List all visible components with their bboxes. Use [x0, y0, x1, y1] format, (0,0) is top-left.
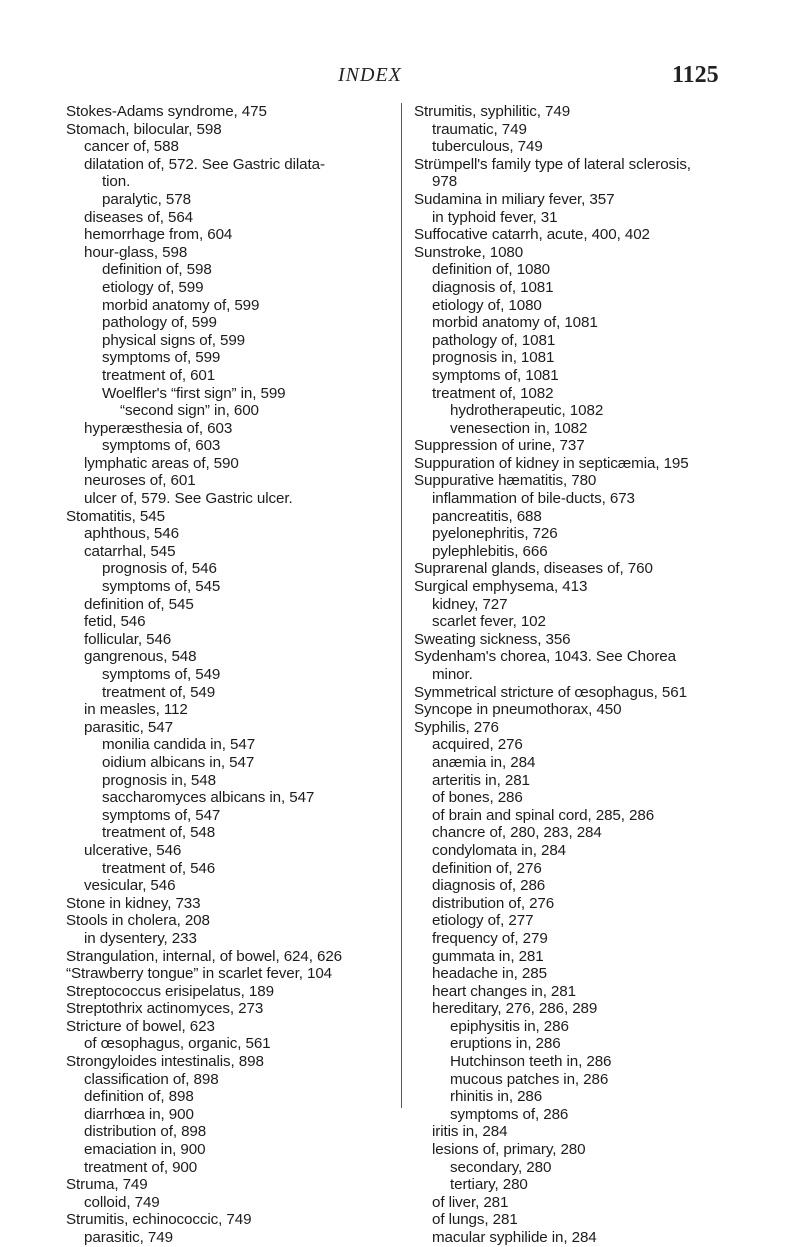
index-entry: Streptothrix actinomyces, 273: [66, 1000, 264, 1018]
index-entry: Suprarenal glands, diseases of, 760: [414, 560, 653, 578]
index-subentry: parasitic, 547: [84, 718, 173, 736]
index-subentry: secondary, 280: [450, 1158, 552, 1176]
index-subentry: macular syphilide in, 284: [432, 1229, 597, 1246]
index-entry: Stone in kidney, 733: [66, 894, 201, 912]
index-subentry: cancer of, 588: [84, 138, 179, 156]
index-column-right: [414, 103, 754, 1247]
index-subentry: etiology of, 599: [102, 278, 204, 296]
index-subentry: pathology of, 599: [102, 314, 217, 332]
index-subentry: in typhoid fever, 31: [432, 208, 558, 226]
index-subentry: symptoms of, 599: [102, 349, 221, 367]
index-subentry: lymphatic areas of, 590: [84, 454, 239, 472]
index-entry: Sudamina in miliary fever, 357: [414, 190, 615, 208]
index-subentry: eruptions in, 286: [450, 1035, 561, 1053]
index-subentry: definition of, 898: [84, 1088, 194, 1106]
index-subentry: anæmia in, 284: [432, 753, 536, 771]
index-entry: Sydenham's chorea, 1043. See Chorea: [414, 648, 676, 666]
index-subentry: frequency of, 279: [432, 929, 548, 947]
index-subentry: of liver, 281: [432, 1193, 509, 1211]
index-subentry: distribution of, 898: [84, 1123, 207, 1141]
index-subentry: “second sign” in, 600: [120, 402, 259, 420]
index-subentry: prognosis of, 546: [102, 560, 217, 578]
index-subentry: hyperæsthesia of, 603: [84, 419, 233, 437]
index-subentry: treatment of, 548: [102, 824, 216, 842]
index-subentry: Hutchinson teeth in, 286: [450, 1053, 612, 1071]
index-subentry: catarrhal, 545: [84, 542, 176, 560]
index-subentry: venesection in, 1082: [450, 419, 588, 437]
index-subentry: prognosis in, 1081: [432, 349, 555, 367]
index-subentry: fetid, 546: [84, 613, 146, 631]
index-entry: Strangulation, internal, of bowel, 624, 626: [66, 947, 343, 965]
index-subentry: neuroses of, 601: [84, 472, 196, 490]
index-subentry: follicular, 546: [84, 630, 172, 648]
index-subentry: of œsophagus, organic, 561: [84, 1035, 271, 1053]
page-number: 1125: [672, 62, 719, 88]
index-subentry: symptoms of, 549: [102, 666, 221, 683]
index-subentry: treatment of, 601: [102, 366, 216, 384]
index-subentry: of brain and spinal cord, 285, 286: [432, 806, 655, 824]
index-subentry: diagnosis of, 1081: [432, 278, 554, 296]
index-subentry: pylephlebitis, 666: [432, 542, 548, 560]
index-entry: Streptococcus erisipelatus, 189: [66, 982, 274, 1000]
page-header: [0, 60, 800, 94]
index-subentry: of bones, 286: [432, 789, 523, 807]
index-entry: Surgical emphysema, 413: [414, 578, 588, 596]
index-subentry: arteritis in, 281: [432, 771, 530, 789]
index-subentry: etiology of, 277: [432, 912, 534, 930]
index-subentry: traumatic, 749: [432, 120, 527, 138]
index-subentry: pancreatitis, 688: [432, 507, 542, 525]
index-subentry: Woelfler's “first sign” in, 599: [102, 384, 286, 402]
index-subentry: inflammation of bile-ducts, 673: [432, 490, 635, 508]
index-subentry: oidium albicans in, 547: [102, 753, 255, 771]
index-entry: Sweating sickness, 356: [414, 630, 571, 648]
index-entry: Syncope in pneumothorax, 450: [414, 701, 622, 719]
index-entry: Strumitis, syphilitic, 749: [414, 103, 571, 120]
index-subentry: minor.: [432, 666, 473, 683]
index-subentry: treatment of, 549: [102, 683, 216, 701]
index-column-left: [66, 103, 400, 1247]
index-subentry: in dysentery, 233: [84, 929, 197, 947]
index-subentry: aphthous, 546: [84, 525, 179, 543]
index-subentry: rhinitis in, 286: [450, 1088, 543, 1106]
index-subentry: symptoms of, 547: [102, 806, 221, 824]
index-subentry: ulcerative, 546: [84, 841, 182, 859]
index-entry: Strümpell's family type of lateral sclerosis,: [414, 155, 691, 173]
index-subentry: etiology of, 1080: [432, 296, 542, 314]
index-subentry: symptoms of, 286: [450, 1105, 569, 1123]
index-entry: Stokes-Adams syndrome, 475: [66, 103, 267, 120]
index-subentry: definition of, 545: [84, 595, 194, 613]
index-subentry: hour-glass, 598: [84, 243, 188, 261]
index-subentry: iritis in, 284: [432, 1123, 508, 1141]
index-subentry: prognosis in, 548: [102, 771, 216, 789]
index-entry: Symmetrical stricture of œsophagus, 561: [414, 683, 687, 701]
index-subentry: headache in, 285: [432, 965, 547, 983]
index-subentry: heart changes in, 281: [432, 982, 576, 1000]
index-subentry: physical signs of, 599: [102, 331, 246, 349]
index-subentry: colloid, 749: [84, 1193, 160, 1211]
index-subentry: ulcer of, 579. See Gastric ulcer.: [84, 490, 293, 508]
index-entry: “Strawberry tongue” in scarlet fever, 104: [66, 965, 333, 983]
index-subentry: gangrenous, 548: [84, 648, 197, 666]
index-subentry: dilatation of, 572. See Gastric dilata-: [84, 155, 325, 173]
index-subentry: pathology of, 1081: [432, 331, 556, 349]
index-entry: Suppurative hæmatitis, 780: [414, 472, 597, 490]
index-entry: Suppression of urine, 737: [414, 437, 585, 455]
index-entry: Stomatitis, 545: [66, 507, 165, 525]
index-subentry: epiphysitis in, 286: [450, 1017, 569, 1035]
index-entry: Stools in cholera, 208: [66, 912, 210, 930]
index-subentry: saccharomyces albicans in, 547: [102, 789, 315, 807]
index-subentry: treatment of, 900: [84, 1158, 198, 1176]
index-entry: Strongyloides intestinalis, 898: [66, 1053, 264, 1071]
index-subentry: definition of, 598: [102, 261, 212, 279]
index-subentry: definition of, 1080: [432, 261, 551, 279]
index-entry: Sunstroke, 1080: [414, 243, 524, 261]
index-entry: Stricture of bowel, 623: [66, 1017, 215, 1035]
index-subentry: vesicular, 546: [84, 877, 176, 895]
index-subentry: classification of, 898: [84, 1070, 219, 1088]
index-subentry: tuberculous, 749: [432, 138, 543, 156]
index-subentry: paralytic, 578: [102, 190, 191, 208]
index-subentry: morbid anatomy of, 1081: [432, 314, 598, 332]
index-subentry: tion.: [102, 173, 131, 191]
index-subentry: diseases of, 564: [84, 208, 194, 226]
index-subentry: gummata in, 281: [432, 947, 544, 965]
index-entry: Syphilis, 276: [414, 718, 499, 736]
index-subentry: treatment of, 1082: [432, 384, 554, 402]
index-subentry: morbid anatomy of, 599: [102, 296, 260, 314]
index-subentry: symptoms of, 1081: [432, 366, 559, 384]
index-entry: Stomach, bilocular, 598: [66, 120, 222, 138]
index-subentry: distribution of, 276: [432, 894, 555, 912]
index-subentry: treatment of, 546: [102, 859, 216, 877]
index-entry: Suppuration of kidney in septicæmia, 195: [414, 454, 689, 472]
index-subentry: kidney, 727: [432, 595, 508, 613]
index-subentry: monilia candida in, 547: [102, 736, 256, 754]
column-divider: [401, 103, 402, 1108]
index-subentry: symptoms of, 545: [102, 578, 221, 596]
index-subentry: hydrotherapeutic, 1082: [450, 402, 604, 420]
index-subentry: of lungs, 281: [432, 1211, 518, 1229]
index-subentry: hemorrhage from, 604: [84, 226, 233, 244]
index-subentry: lesions of, primary, 280: [432, 1141, 586, 1159]
index-subentry: 978: [432, 173, 458, 191]
index-subentry: scarlet fever, 102: [432, 613, 546, 631]
index-subentry: mucous patches in, 286: [450, 1070, 609, 1088]
index-subentry: definition of, 276: [432, 859, 542, 877]
index-subentry: pyelonephritis, 726: [432, 525, 558, 543]
index-subentry: diarrhœa in, 900: [84, 1105, 194, 1123]
index-subentry: tertiary, 280: [450, 1176, 528, 1194]
index-entry: Suffocative catarrh, acute, 400, 402: [414, 226, 650, 244]
index-subentry: hereditary, 276, 286, 289: [432, 1000, 598, 1018]
index-entry: Strumitis, echinococcic, 749: [66, 1211, 252, 1229]
index-subentry: parasitic, 749: [84, 1229, 173, 1246]
index-subentry: acquired, 276: [432, 736, 523, 754]
index-subentry: emaciation in, 900: [84, 1141, 206, 1159]
index-subentry: diagnosis of, 286: [432, 877, 546, 895]
index-subentry: symptoms of, 603: [102, 437, 221, 455]
running-title: INDEX: [338, 64, 402, 86]
index-entry: Struma, 749: [66, 1176, 148, 1194]
index-subentry: condylomata in, 284: [432, 841, 567, 859]
index-subentry: in measles, 112: [84, 701, 188, 719]
index-subentry: chancre of, 280, 283, 284: [432, 824, 602, 842]
